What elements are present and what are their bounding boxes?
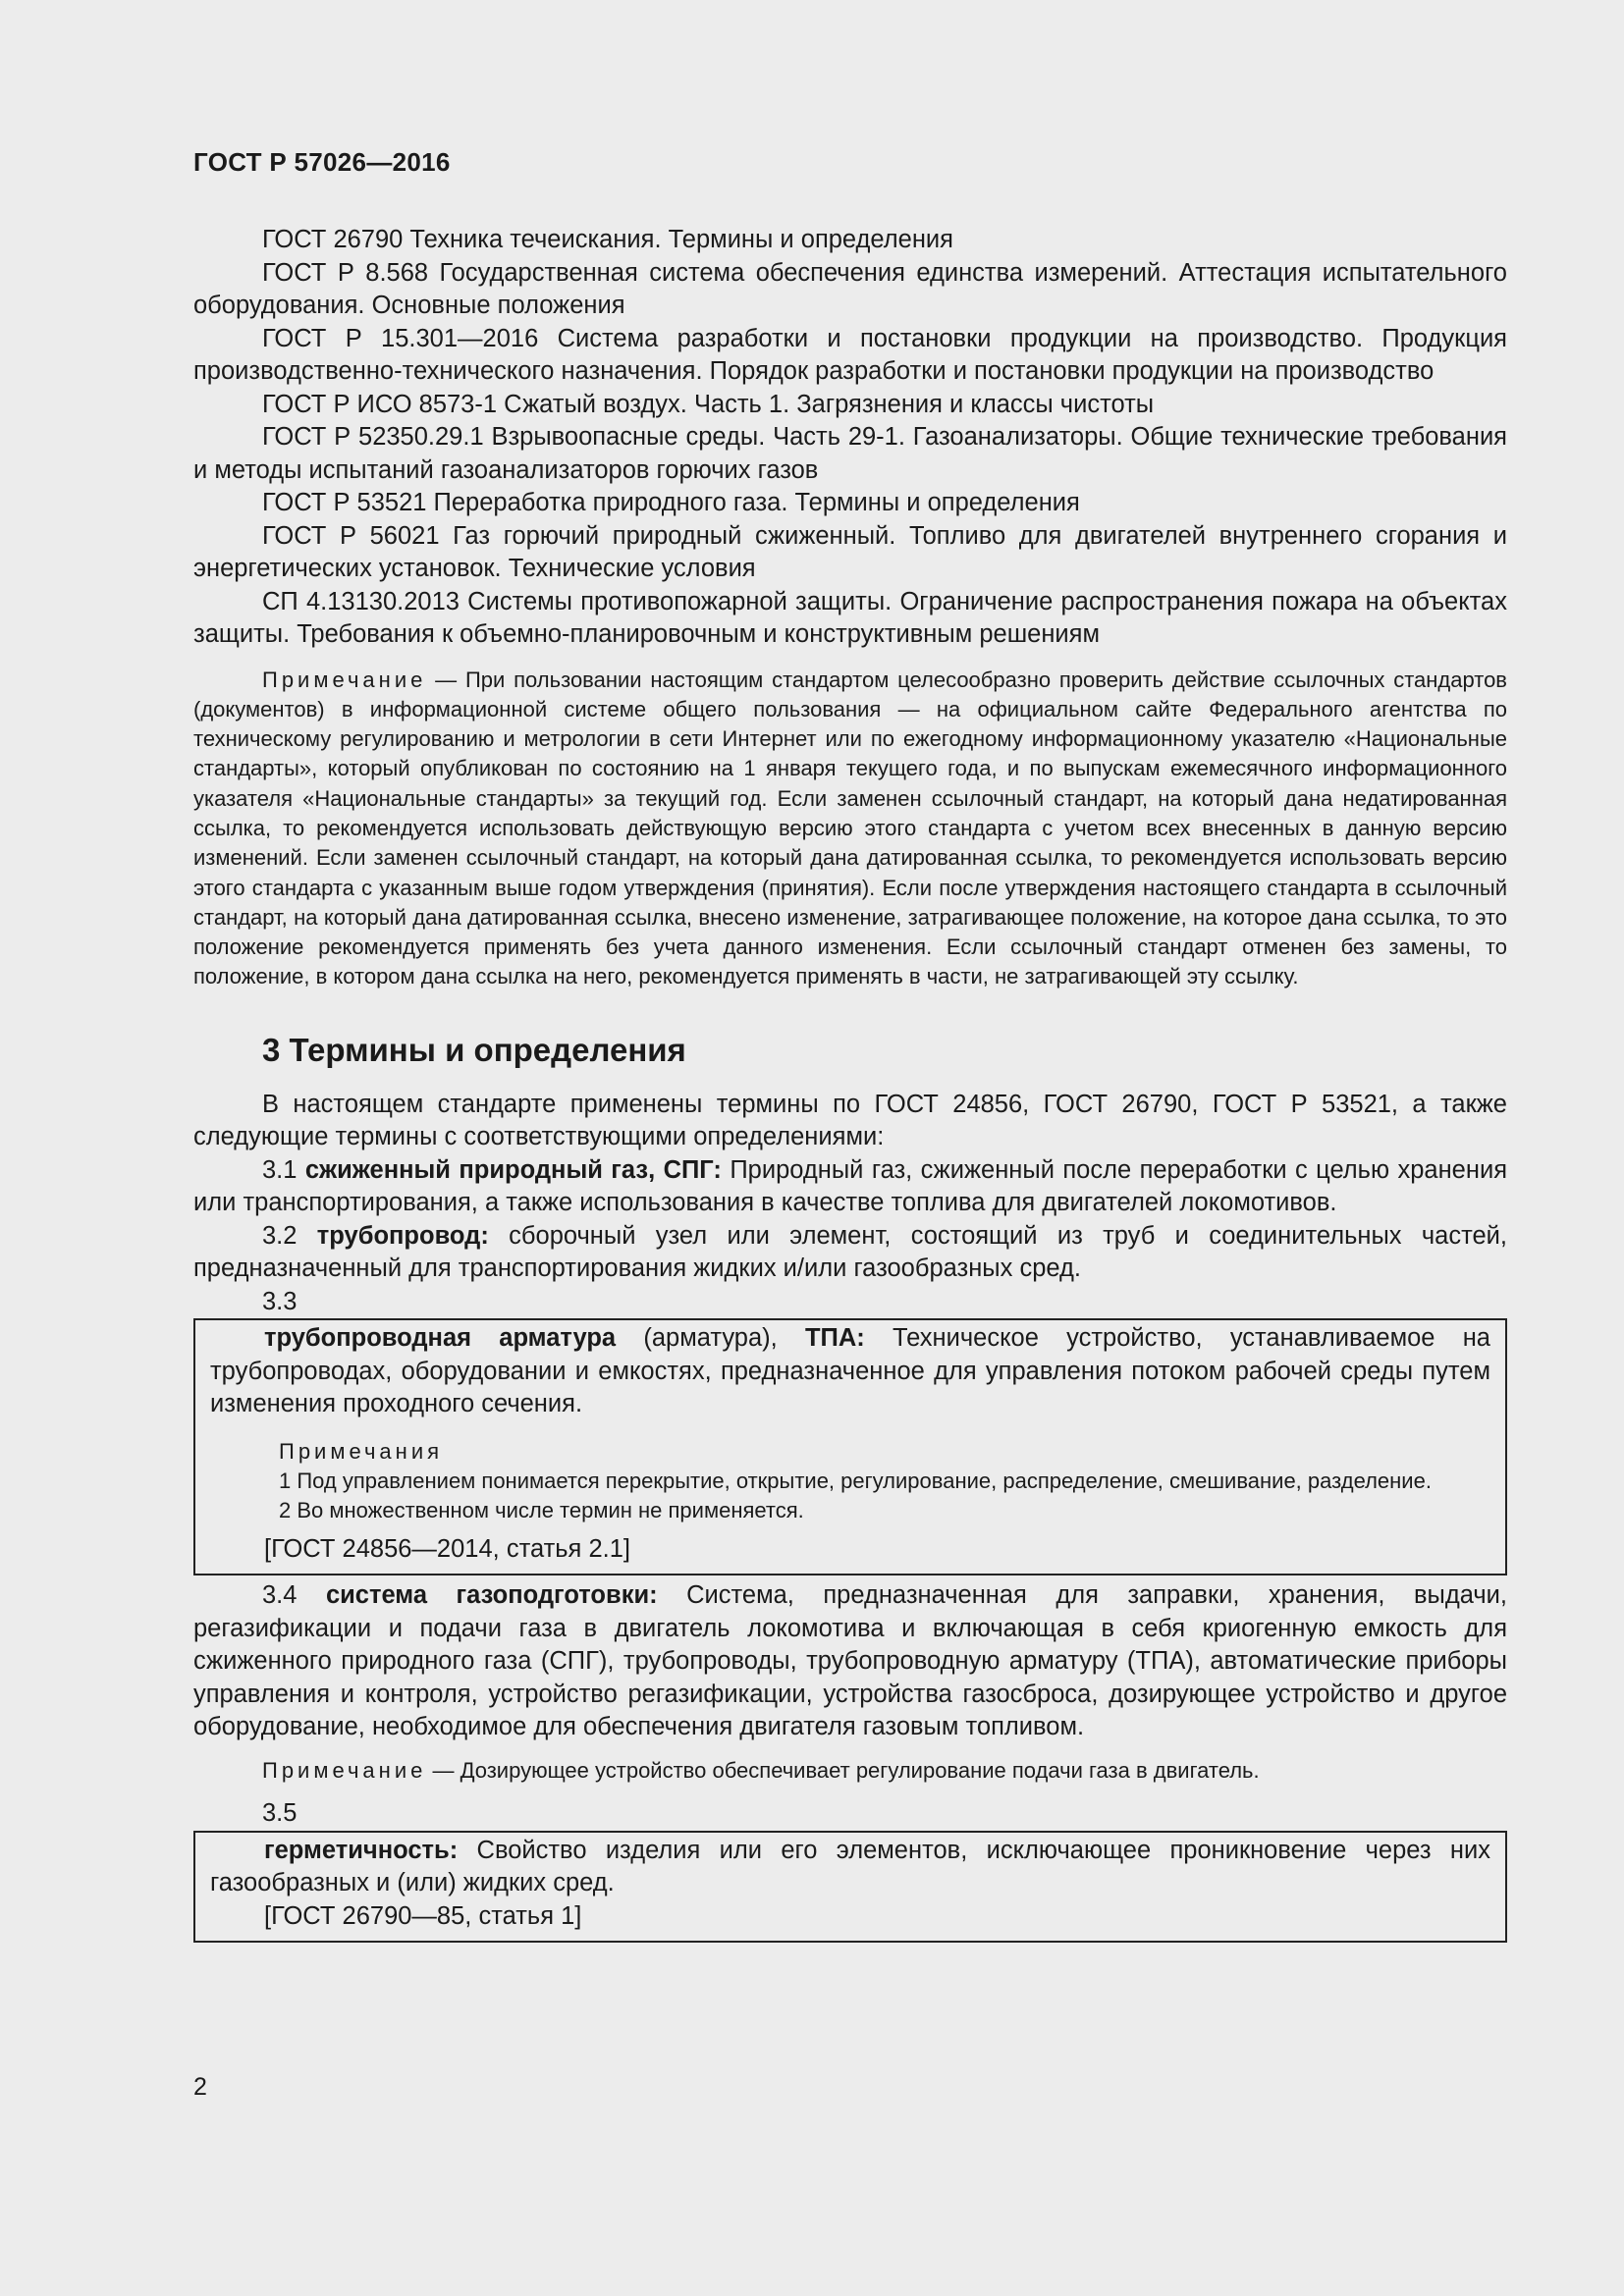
term-name: система газоподготовки: — [325, 1581, 658, 1610]
ref-item: ГОСТ 26790 Техника течеискания. Термины и определения — [262, 226, 953, 253]
note-label: Примечание — [262, 1757, 427, 1783]
ref-item: ГОСТ Р 15.301—2016 Система разработки и постановки продукции на производство. Продукция производственно-технического назначения. Порядок разработки и постановки продукции на производство — [193, 324, 1507, 385]
term-number: 3.2 — [262, 1221, 298, 1250]
term-definition: Техническое устройство, устанавливаемое на трубопроводах, оборудовании и емкостях, предназначенное для управления потоком рабочей среды путем изменения проходного сечения. — [210, 1324, 1490, 1418]
ref-item: ГОСТ Р 56021 Газ горючий природный сжиженный. Топливо для двигателей внутреннего сгорания и энергетических установок. Технические условия — [193, 521, 1507, 582]
term-name: трубопровод: — [316, 1221, 489, 1250]
term-3-3-box — [193, 1318, 1507, 1575]
term-3-2 — [193, 1220, 1507, 1286]
note-1: 1 Под управлением понимается перекрытие, открытие, регулирование, распределение, смешивание, разделение. — [279, 1468, 1432, 1493]
section-3-title: 3 Термины и определения — [262, 1031, 686, 1068]
ref-item: СП 4.13130.2013 Системы противопожарной защиты. Ограничение распространения пожара на объектах защиты. Требования к объемно-планировочным и конструктивным решениям — [193, 587, 1507, 648]
term-3-5 — [210, 1835, 1490, 1900]
note-text: — Дозирующее устройство обеспечивает регулирование подачи газа в двигатель. — [426, 1757, 1260, 1783]
term-3-4-note — [193, 1756, 1507, 1786]
term-alias: (арматура), — [616, 1324, 805, 1353]
term-source: [ГОСТ 26790—85, статья 1] — [264, 1901, 582, 1930]
term-3-5-number: 3.5 — [262, 1799, 298, 1828]
term-3-5-box — [193, 1831, 1507, 1944]
term-definition: Свойство изделия или его элементов, исключающее проникновение через них газообразных и (или) жидких сред. — [210, 1836, 1490, 1897]
term-name: сжиженный природный газ, СПГ: — [304, 1155, 722, 1184]
note-text: — При пользовании настоящим стандартом целесообразно проверить действие ссылочных стандартов (документов) в информационной системе общего пользования — на официальном сайте Федерального агентства по техническому регулированию и метрологии в сети Интернет или по ежегодному информационному указателю «Национальные стандарты», который опубликован по состоянию на 1 января текущего года, и по выпускам ежемесячного информационного указателя «Национальные стандарты» за текущий год. Если заменен ссылочный стандарт, на который дана недатированная ссылка, то рекомендуется использовать действующую версию этого стандарта с учетом всех внесенных в данную версию изменений. Если заменен ссылочный стандарт, на который дана датированная ссылка, то рекомендуется использовать версию этого стандарта с указанным выше годом утверждения (принятия). Если после утверждения настоящего стандарта в ссылочный стандарт, на который дана датированная ссылка, внесено изменение, затрагивающее положение, на которое дана ссылка, то это положение рекомендуется применять без учета данного изменения. Если ссылочный стандарт отменен без замены, то положение, в котором дана ссылка на него, рекомендуется применять в части, не затрагивающей эту ссылку. — [193, 667, 1507, 989]
note-2: 2 Во множественном числе термин не применяется. — [279, 1497, 804, 1522]
ref-item: ГОСТ Р 53521 Переработка природного газа. Термины и определения — [262, 489, 1080, 516]
term-3-3 — [210, 1322, 1490, 1421]
ref-item: ГОСТ Р ИСО 8573-1 Сжатый воздух. Часть 1. Загрязнения и классы чистоты — [262, 390, 1155, 418]
ref-item: ГОСТ Р 8.568 Государственная система обеспечения единства измерений. Аттестация испытательного оборудования. Основные положения — [193, 258, 1507, 319]
term-3-1 — [193, 1154, 1507, 1220]
section-intro: В настоящем стандарте применены термины по ГОСТ 24856, ГОСТ 26790, ГОСТ Р 53521, а также следующие термины с соответствующими определениями: — [193, 1090, 1507, 1151]
ref-item: ГОСТ Р 52350.29.1 Взрывоопасные среды. Часть 29-1. Газоанализаторы. Общие технические требования и методы испытаний газоанализаторов горючих газов — [193, 423, 1507, 484]
page-content — [193, 224, 1507, 1943]
term-definition: Природный газ, сжиженный после переработки с целью хранения или транспортирования, а также использования в качестве топлива для двигателей локомотивов. — [193, 1155, 1507, 1217]
main-note — [193, 666, 1507, 992]
term-3-3-notes — [210, 1437, 1490, 1525]
term-name: герметичность: — [264, 1836, 459, 1864]
page-number: 2 — [193, 2073, 207, 2101]
notes-label: Примечания — [279, 1438, 444, 1464]
term-abbr: ТПА: — [804, 1324, 865, 1353]
term-number: 3.4 — [262, 1581, 298, 1610]
term-3-4 — [193, 1579, 1507, 1744]
term-name: трубопроводная арматура — [264, 1324, 617, 1353]
note-label: Примечание — [262, 667, 427, 692]
term-definition: Система, предназначенная для заправки, хранения, выдачи, регазификации и подачи газа в двигатель локомотива и включающая в себя криогенную емкость для сжиженного природного газа (СПГ), трубопроводы, трубопроводную арматуру (ТПА), автоматические приборы управления и контроля, устройство регазификации, устройства газосброса, дозирующее устройство и другое оборудование, необходимое для обеспечения двигателя газовым топливом. — [193, 1581, 1507, 1741]
term-number: 3.1 — [262, 1155, 298, 1184]
term-3-3-number: 3.3 — [262, 1287, 298, 1315]
term-source: [ГОСТ 24856—2014, статья 2.1] — [264, 1534, 630, 1563]
document-header: ГОСТ Р 57026—2016 — [193, 147, 451, 177]
term-definition: сборочный узел или элемент, состоящий из труб и соединительных частей, предназначенный для транспортирования жидких и/или газообразных сред. — [193, 1221, 1507, 1283]
